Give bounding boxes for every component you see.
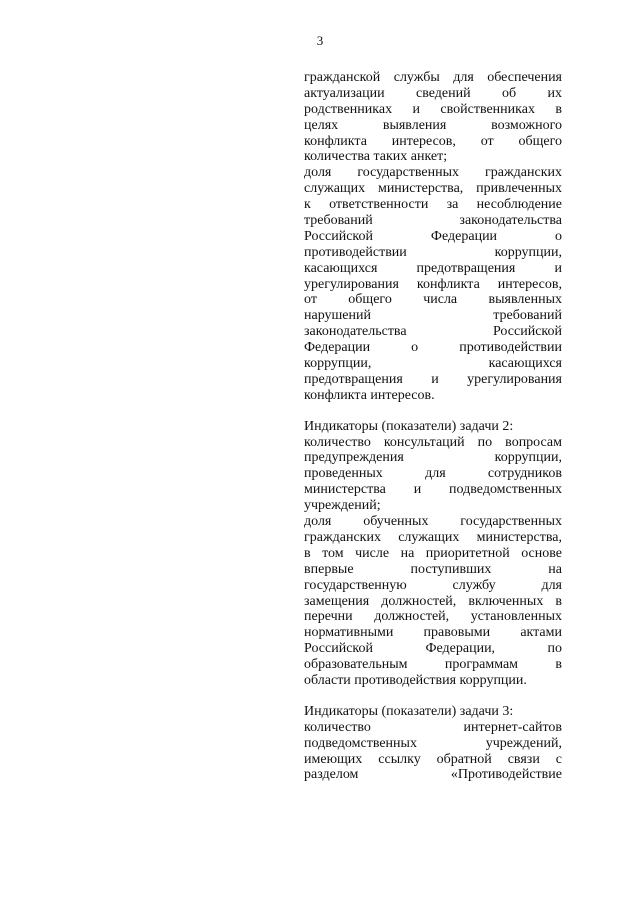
text-line: от общего числа выявленных: [304, 292, 562, 308]
text-line: актуализации сведений об их: [304, 85, 562, 101]
text-line: учреждений;: [304, 498, 381, 514]
section-heading-task-2: [304, 419, 562, 435]
text-line: Индикаторы (показатели) задачи 3:: [304, 703, 514, 719]
text-line: служащих министерства, привлеченных: [304, 181, 562, 197]
text-line: количество интернет-сайтов: [304, 719, 562, 735]
text-line: коррупции, касающихся: [304, 356, 562, 372]
text-line: в том числе на приоритетной основе: [304, 545, 562, 561]
paragraph: [304, 720, 562, 784]
text-line: государственную службу для: [304, 577, 562, 593]
text-line: требований законодательства: [304, 213, 562, 229]
section-heading-task-3: [304, 704, 562, 720]
text-line: конфликта интересов.: [304, 387, 435, 403]
text-line: Российской Федерации о: [304, 228, 562, 244]
text-line: законодательства Российской: [304, 324, 562, 340]
text-line: конфликта интересов, от общего: [304, 133, 562, 149]
text-line: области противодействия коррупции.: [304, 672, 527, 688]
paragraph: [304, 514, 562, 689]
text-line: к ответственности за несоблюдение: [304, 197, 562, 213]
text-line: касающихся предотвращения и: [304, 260, 562, 276]
paragraph: [304, 165, 562, 403]
text-line: гражданской службы для обеспечения: [304, 70, 562, 85]
page-number: 3: [316, 33, 324, 48]
text-line: Индикаторы (показатели) задачи 2:: [304, 418, 514, 434]
text-line: министерства и подведомственных: [304, 482, 562, 498]
text-line: замещения должностей, включенных в: [304, 593, 562, 609]
text-line: гражданских служащих министерства,: [304, 529, 562, 545]
text-line: нормативными правовыми актами: [304, 625, 562, 641]
text-line: образовательным программам в: [304, 657, 562, 673]
text-line: Российской Федерации, по: [304, 641, 562, 657]
text-line: родственниках и свойственниках в: [304, 101, 562, 117]
text-line: количество консультаций по вопросам: [304, 434, 562, 450]
text-line: проведенных для сотрудников: [304, 466, 562, 482]
text-line: Федерации о противодействии: [304, 340, 562, 356]
text-line: имеющих ссылку обратной связи с: [304, 751, 562, 767]
text-line: разделом «Противодействие: [304, 767, 562, 783]
text-line: впервые поступивших на: [304, 561, 562, 577]
text-line: предупреждения коррупции,: [304, 450, 562, 466]
document-body: [304, 70, 562, 783]
text-line: урегулирования конфликта интересов,: [304, 276, 562, 292]
text-line: подведомственных учреждений,: [304, 735, 562, 751]
text-line: доля государственных гражданских: [304, 165, 562, 181]
text-line: предотвращения и урегулирования: [304, 371, 562, 387]
paragraph: [304, 435, 562, 514]
text-line: доля обученных государственных: [304, 514, 562, 530]
paragraph: [304, 70, 562, 165]
text-line: перечни должностей, установленных: [304, 609, 562, 625]
text-line: противодействии коррупции,: [304, 244, 562, 260]
text-line: целях выявления возможного: [304, 117, 562, 133]
text-line: количества таких анкет;: [304, 149, 448, 165]
text-line: нарушений требований: [304, 308, 562, 324]
